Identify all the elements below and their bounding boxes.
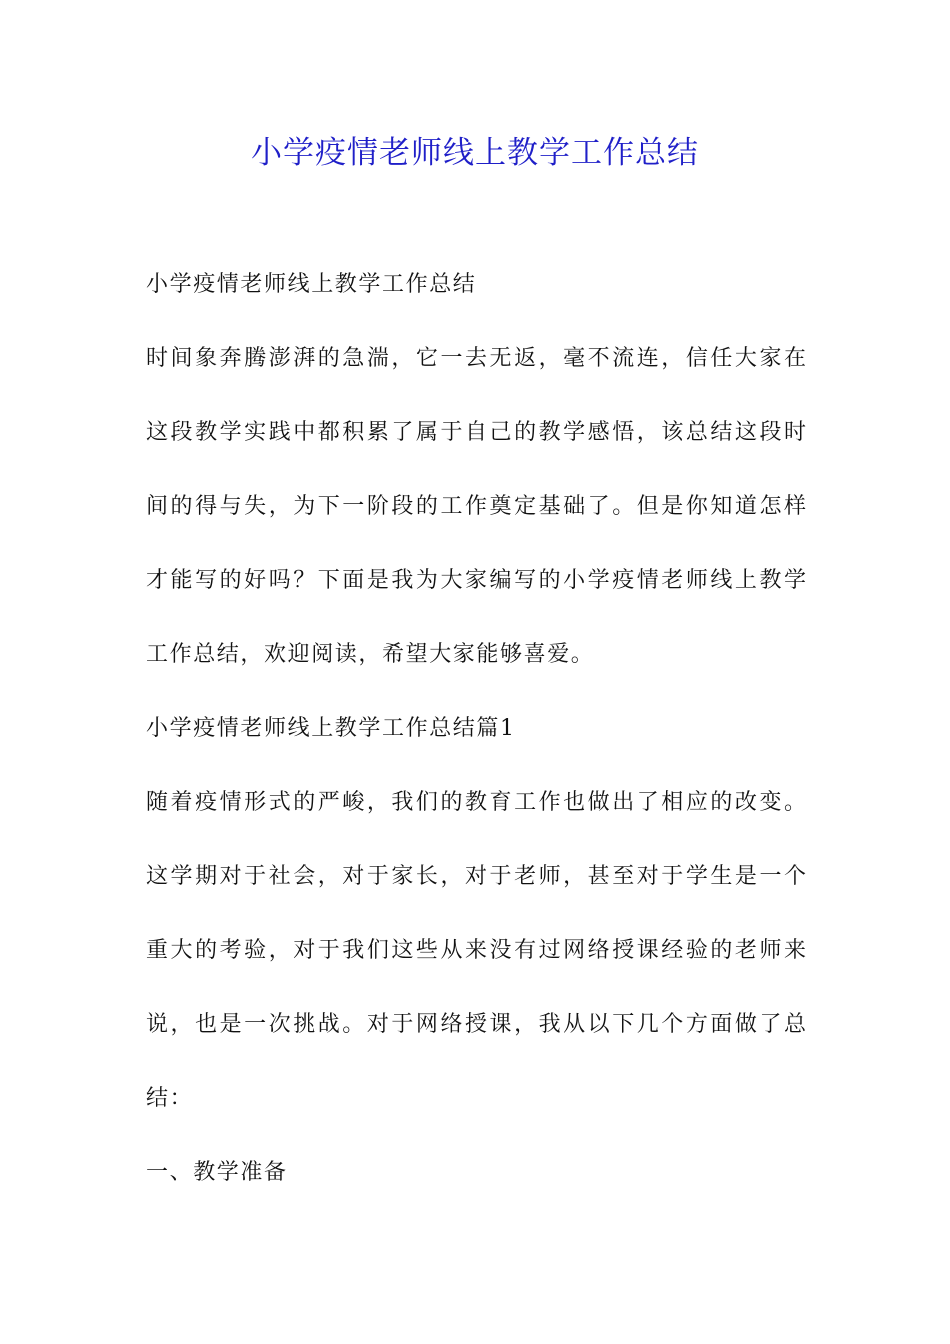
- paragraph-line: 时间象奔腾澎湃的急湍，它一去无返，毫不流连，信任大家在: [146, 346, 806, 371]
- subsection-heading: 一、教学准备: [146, 1160, 288, 1185]
- paragraph-line: 重大的考验，对于我们这些从来没有过网络授课经验的老师来: [146, 938, 806, 963]
- paragraph-line: 工作总结，欢迎阅读，希望大家能够喜爱。: [146, 642, 595, 667]
- paragraph-line: 这段教学实践中都积累了属于自己的教学感悟，该总结这段时: [146, 420, 806, 445]
- document-title: 小学疫情老师线上教学工作总结: [251, 135, 699, 171]
- paragraph-line: 随着疫情形式的严峻，我们的教育工作也做出了相应的改变。: [146, 790, 806, 815]
- document-body: [146, 260, 806, 1222]
- section-heading: 小学疫情老师线上教学工作总结篇1: [146, 716, 516, 741]
- paragraph-line: 说，也是一次挑战。对于网络授课，我从以下几个方面做了总: [146, 1012, 806, 1037]
- paragraph-line: 结：: [146, 1086, 194, 1111]
- paragraph-heading: 小学疫情老师线上教学工作总结: [146, 272, 477, 297]
- paragraph-line: 间的得与失，为下一阶段的工作奠定基础了。但是你知道怎样: [146, 494, 806, 519]
- paragraph-line: 这学期对于社会，对于家长，对于老师，甚至对于学生是一个: [146, 864, 806, 889]
- paragraph-line: 才能写的好吗？下面是我为大家编写的小学疫情老师线上教学: [146, 568, 806, 593]
